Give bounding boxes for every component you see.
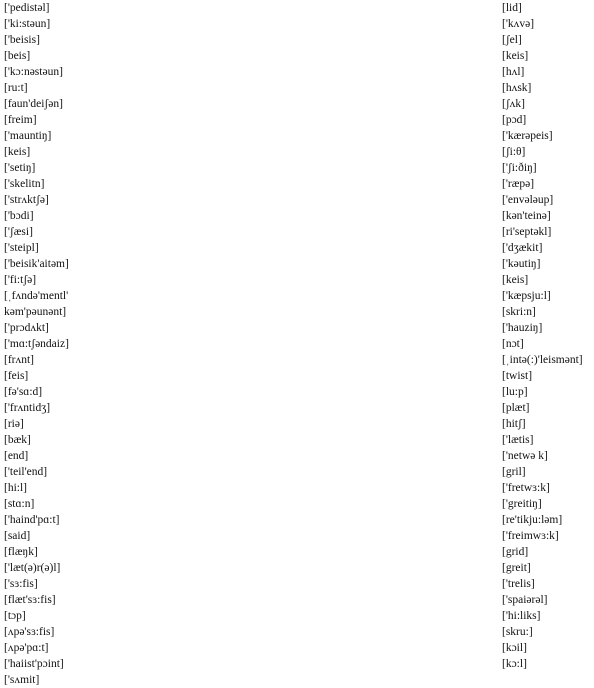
phonetic-entry: ['læt(ə)r(ə)l] bbox=[4, 562, 61, 574]
phonetic-entry: [ʌpə'pɑ:t] bbox=[4, 642, 49, 654]
phonetic-entry: ['kʌvə] bbox=[502, 18, 535, 30]
phonetic-entry: [ri'septəkl] bbox=[502, 226, 552, 238]
phonetic-entry: [feis] bbox=[4, 370, 29, 382]
phonetic-entry: [skru:] bbox=[502, 626, 533, 638]
phonetic-entry: [ʃel] bbox=[502, 34, 522, 46]
phonetic-entry: ['sɜ:fis] bbox=[4, 578, 38, 590]
phonetic-entry: [skri:n] bbox=[502, 306, 536, 318]
phonetic-entry: ['pedistəl] bbox=[4, 2, 50, 14]
phonetic-entry: ['trelis] bbox=[502, 578, 535, 590]
phonetic-entry: [keis] bbox=[502, 274, 529, 286]
phonetic-entry: ['kɔ:nəstəun] bbox=[4, 66, 63, 78]
phonetic-entry: [plæt] bbox=[502, 402, 530, 414]
phonetic-entry: [ˌintə(:)'leismənt] bbox=[502, 354, 583, 366]
phonetic-entry: [hʌsk] bbox=[502, 82, 532, 94]
phonetic-entry: [said] bbox=[4, 530, 31, 542]
phonetic-entry: [kɔil] bbox=[502, 642, 527, 654]
phonetic-entry: [greit] bbox=[502, 562, 531, 574]
phonetic-entry: [hi:l] bbox=[4, 482, 27, 494]
phonetic-entry: ['strʌktʃə] bbox=[4, 194, 49, 206]
phonetic-entry: [beis] bbox=[4, 50, 31, 62]
phonetic-entry: [kən'teinə] bbox=[502, 210, 551, 222]
phonetic-entry: [freim] bbox=[4, 114, 37, 126]
phonetic-entry: ['greitiŋ] bbox=[502, 498, 542, 510]
phonetic-entry: ['setiŋ] bbox=[4, 162, 36, 174]
phonetic-entry: [ʃʌk] bbox=[502, 98, 525, 110]
phonetic-entry: ['bɔdi] bbox=[4, 210, 34, 222]
phonetic-entry: [twist] bbox=[502, 370, 533, 382]
phonetic-entry: ['freimwɜ:k] bbox=[502, 530, 559, 542]
phonetic-entry: ['hauziŋ] bbox=[502, 322, 543, 334]
phonetic-entry: [re'tikju:ləm] bbox=[502, 514, 563, 526]
phonetic-entry: ['sʌmit] bbox=[4, 674, 40, 686]
phonetic-entry: [grid] bbox=[502, 546, 529, 558]
phonetic-entry: [hʌl] bbox=[502, 66, 525, 78]
phonetic-entry: [nɔt] bbox=[502, 338, 524, 350]
right-phonetic-column bbox=[502, 0, 592, 672]
phonetic-entry: ['ki:stəun] bbox=[4, 18, 51, 30]
phonetic-entry: [bæk] bbox=[4, 434, 31, 446]
phonetic-entry: [stɑ:n] bbox=[4, 498, 35, 510]
phonetic-entry: [ru:t] bbox=[4, 82, 28, 94]
phonetic-entry: ['kæpsju:l] bbox=[502, 290, 551, 302]
phonetic-entry: ['frʌntidʒ] bbox=[4, 402, 51, 414]
phonetic-entry: ['dʒækit] bbox=[502, 242, 543, 254]
phonetic-entry: ['kəutiŋ] bbox=[502, 258, 541, 270]
phonetic-entry: ['ræpə] bbox=[502, 178, 535, 190]
phonetic-entry: [hitʃ] bbox=[502, 418, 526, 430]
phonetic-entry: [frʌnt] bbox=[4, 354, 35, 366]
phonetic-entry: ['beisis] bbox=[4, 34, 40, 46]
phonetic-entry: [faun'deiʃən] bbox=[4, 98, 63, 110]
phonetic-entry: [tɔp] bbox=[4, 610, 26, 622]
phonetic-entry: ['haiist'pɔint] bbox=[4, 658, 64, 670]
phonetic-entry: ['kærəpeis] bbox=[502, 130, 553, 142]
phonetic-entry: ['beisik'aitəm] bbox=[4, 258, 69, 270]
phonetic-entry: [fə'sɑ:d] bbox=[4, 386, 43, 398]
phonetic-entry: ['ʃi:ðiŋ] bbox=[502, 162, 537, 174]
phonetic-entry: [flæt'sɜ:fis] bbox=[4, 594, 56, 606]
phonetic-entry: ['skelitn] bbox=[4, 178, 45, 190]
phonetic-entry: [pɔd] bbox=[502, 114, 527, 126]
phonetic-entry: ['haind'pɑ:t] bbox=[4, 514, 60, 526]
phonetic-entry: ['ʃæsi] bbox=[4, 226, 33, 238]
phonetic-entry: [keis] bbox=[4, 146, 31, 158]
phonetic-entry: [ˌfʌndə'mentl' bbox=[4, 290, 69, 302]
phonetic-entry: ['lætis] bbox=[502, 434, 534, 446]
phonetic-entry: ['hi:liks] bbox=[502, 610, 541, 622]
phonetic-entry: ['prɔdʌkt] bbox=[4, 322, 49, 334]
phonetic-entry: [gril] bbox=[502, 466, 526, 478]
phonetic-entry: ['spaiərəl] bbox=[502, 594, 548, 606]
phonetic-entry: [lu:p] bbox=[502, 386, 528, 398]
phonetic-entry: [kɔ:l] bbox=[502, 658, 527, 670]
phonetic-entry: [riə] bbox=[4, 418, 24, 430]
phonetic-entry: ['fretwɜ:k] bbox=[502, 482, 550, 494]
phonetic-entry: [flæŋk] bbox=[4, 546, 38, 558]
phonetic-entry: [lid] bbox=[502, 2, 522, 14]
phonetic-entry: ['teil'end] bbox=[4, 466, 48, 478]
phonetic-entry: ['mɑ:tʃəndaiz] bbox=[4, 338, 69, 350]
phonetic-entry: kəm'pəunənt] bbox=[4, 306, 67, 318]
phonetic-entry: ['fi:tʃə] bbox=[4, 274, 37, 286]
left-phonetic-column bbox=[4, 0, 254, 688]
phonetic-entry: ['mauntiŋ] bbox=[4, 130, 52, 142]
phonetic-entry: [ʌpə'sɜ:fis] bbox=[4, 626, 55, 638]
phonetic-entry: ['netwə k] bbox=[502, 450, 548, 462]
phonetic-entry: ['envələup] bbox=[502, 194, 554, 206]
phonetic-entry: [keis] bbox=[502, 50, 529, 62]
phonetic-entry: ['steipl] bbox=[4, 242, 39, 254]
phonetic-entry: [ʃi:θ] bbox=[502, 146, 526, 158]
phonetic-entry: [end] bbox=[4, 450, 29, 462]
